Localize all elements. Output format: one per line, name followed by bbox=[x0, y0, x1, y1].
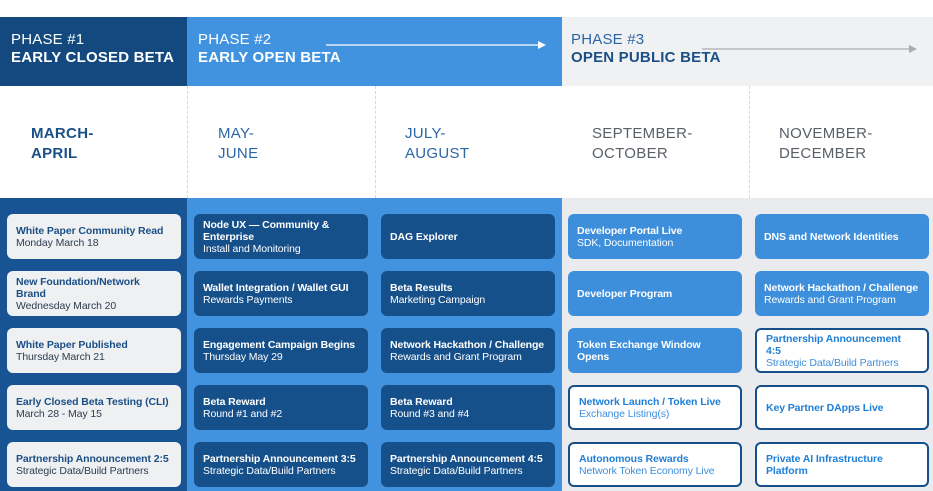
milestone-subtitle: March 28 - May 15 bbox=[16, 407, 102, 420]
milestone-card bbox=[194, 442, 368, 487]
milestone-title: Developer Program bbox=[577, 287, 673, 300]
milestone-title: Beta Reward bbox=[203, 395, 266, 408]
milestone-title: Autonomous Rewards bbox=[579, 452, 689, 465]
milestone-title: Beta Results bbox=[390, 281, 453, 294]
milestone-card bbox=[194, 385, 368, 430]
milestone-title: Engagement Campaign Begins bbox=[203, 338, 356, 351]
milestone-subtitle: Rewards and Grant Program bbox=[764, 293, 896, 306]
milestone-title: Beta Reward bbox=[390, 395, 453, 408]
phase-number: PHASE #1 bbox=[11, 31, 85, 48]
milestone-card bbox=[568, 442, 742, 487]
milestone-subtitle: Thursday March 21 bbox=[16, 350, 105, 363]
milestone-title: White Paper Community Read bbox=[16, 224, 164, 237]
milestone-subtitle: Round #3 and #4 bbox=[390, 407, 470, 420]
milestone-card bbox=[755, 214, 929, 259]
phase-number: PHASE #2 bbox=[198, 31, 272, 48]
milestone-card bbox=[568, 328, 742, 373]
milestone-title: Network Hackathon / Challenge bbox=[764, 281, 919, 294]
milestone-title: White Paper Published bbox=[16, 338, 128, 351]
phase-title: EARLY CLOSED BETA bbox=[11, 49, 175, 66]
milestone-card bbox=[194, 271, 368, 316]
milestone-title: Partnership Announcement 2:5 bbox=[16, 452, 169, 465]
milestone-title: Partnership Announcement 4:5 bbox=[766, 332, 901, 357]
milestone-subtitle: Strategic Data/Build Partners bbox=[16, 464, 149, 477]
period-divider bbox=[375, 86, 376, 198]
milestone-subtitle: Strategic Data/Build Partners bbox=[766, 356, 899, 369]
milestone-subtitle: Strategic Data/Build Partners bbox=[390, 464, 523, 477]
milestone-subtitle: Rewards and Grant Program bbox=[390, 350, 522, 363]
milestone-title: Wallet Integration / Wallet GUI bbox=[203, 281, 349, 294]
milestone-subtitle: Thursday May 29 bbox=[203, 350, 283, 363]
milestone-card bbox=[194, 328, 368, 373]
milestone-subtitle: Strategic Data/Build Partners bbox=[203, 464, 336, 477]
milestone-title: Private AI Infrastructure Platform bbox=[766, 452, 883, 477]
phase-header-3 bbox=[562, 17, 933, 86]
milestone-card bbox=[381, 442, 555, 487]
milestone-card bbox=[755, 271, 929, 316]
milestone-card bbox=[381, 385, 555, 430]
milestone-title: Early Closed Beta Testing (CLI) bbox=[16, 395, 169, 408]
milestone-card bbox=[194, 214, 368, 259]
milestone-title: Key Partner DApps Live bbox=[766, 401, 884, 414]
milestone-card bbox=[7, 214, 181, 259]
milestone-title: Developer Portal Live bbox=[577, 224, 683, 237]
milestone-title: Partnership Announcement 4:5 bbox=[390, 452, 543, 465]
milestone-subtitle: Round #1 and #2 bbox=[203, 407, 283, 420]
milestone-title: Node UX — Community & Enterprise bbox=[203, 218, 330, 243]
milestone-subtitle: Install and Monitoring bbox=[203, 242, 301, 255]
milestone-card bbox=[755, 385, 929, 430]
period-label: MARCH- APRIL bbox=[31, 125, 94, 162]
period-divider bbox=[187, 86, 188, 198]
milestone-title: Partnership Announcement 3:5 bbox=[203, 452, 356, 465]
period-label: JULY- AUGUST bbox=[405, 125, 470, 162]
milestone-subtitle: Exchange Listing(s) bbox=[579, 407, 670, 420]
milestone-subtitle: Monday March 18 bbox=[16, 236, 99, 249]
milestone-card bbox=[568, 214, 742, 259]
milestone-card bbox=[7, 385, 181, 430]
phase-number: PHASE #3 bbox=[571, 31, 645, 48]
milestone-card bbox=[568, 385, 742, 430]
milestone-subtitle: SDK, Documentation bbox=[577, 236, 674, 249]
milestone-card bbox=[755, 442, 929, 487]
phase-header-1 bbox=[0, 17, 187, 86]
milestone-subtitle: Wednesday March 20 bbox=[16, 299, 117, 312]
milestone-subtitle: Rewards Payments bbox=[203, 293, 293, 306]
milestone-title: Network Launch / Token Live bbox=[579, 395, 721, 408]
milestone-subtitle: Marketing Campaign bbox=[390, 293, 486, 306]
milestone-card bbox=[7, 271, 181, 316]
milestone-card bbox=[381, 214, 555, 259]
milestone-title: Token Exchange Window Opens bbox=[577, 338, 701, 363]
milestone-title: DNS and Network Identities bbox=[764, 230, 899, 243]
milestone-title: DAG Explorer bbox=[390, 230, 458, 243]
milestone-card bbox=[381, 328, 555, 373]
milestone-card bbox=[7, 328, 181, 373]
milestone-title: Network Hackathon / Challenge bbox=[390, 338, 545, 351]
milestone-subtitle: Network Token Economy Live bbox=[579, 464, 715, 477]
arrow-right-icon bbox=[702, 43, 917, 55]
period-label: NOVEMBER- DECEMBER bbox=[779, 125, 873, 162]
milestone-card bbox=[568, 271, 742, 316]
milestone-title: New Foundation/Network Brand bbox=[16, 275, 140, 300]
arrow-right-icon bbox=[326, 39, 546, 51]
milestone-card bbox=[755, 328, 929, 373]
period-label: SEPTEMBER- OCTOBER bbox=[592, 125, 693, 162]
milestone-card bbox=[381, 271, 555, 316]
period-label: MAY- JUNE bbox=[218, 125, 259, 162]
milestone-card bbox=[7, 442, 181, 487]
phase-title: OPEN PUBLIC BETA bbox=[571, 49, 721, 66]
phase-title: EARLY OPEN BETA bbox=[198, 49, 341, 66]
phase-header-2 bbox=[187, 17, 562, 86]
period-divider bbox=[749, 86, 750, 198]
